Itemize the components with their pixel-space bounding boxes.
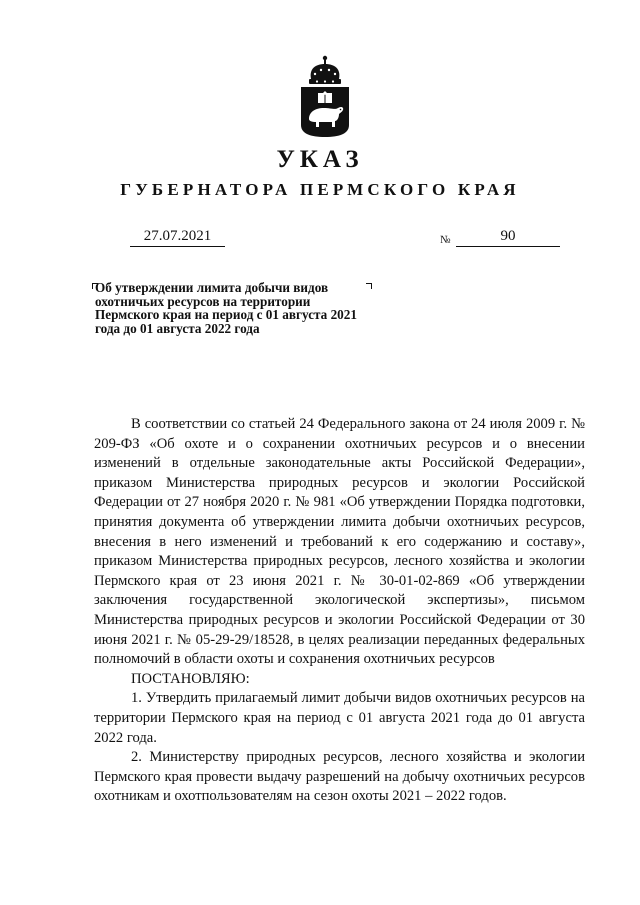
item-1-paragraph: 1. Утвердить прилагаемый лимит добычи видов охотничьих ресурсов на территории Пермского края на период с 01 августа 2021 года до 01 августа 2022 года. xyxy=(94,690,585,746)
perm-krai-coat-of-arms-icon xyxy=(297,55,353,139)
item-2-paragraph: 2. Министерству природных ресурсов, лесного хозяйства и экологии Пермского края провести выдачу разрешений на добычу охотничьих ресурсов охотникам и охотпользователям на сезон охоты 2021 – 2022 годов. xyxy=(94,749,585,805)
preamble-paragraph: В соответствии со статьей 24 Федерального закона от 24 июля 2009 г. № 209-ФЗ «Об охоте и о сохранении охотничьих ресурсов и о внесении изменений в отдельные законодательные акты Российской Федерации», приказом Министерства природных ресурсов и экологии Российской Федерации от 27 ноября 2020 г. № 981 «Об утверждении Порядка подготовки, принятия документа об утверждении лимита добычи охотничьих ресурсов, внесения в него изменений и требований к его содержанию и составу», приказом Министерства природных ресурсов, лесного хозяйства и экологии Пермского края от 23 июня 2021 г. № 30-01-02-869 «Об утверждении заключения государственной экологической экспертизы», письмом Министерства природных ресурсов и экологии Российской Федерации от 30 июня 2021 г. № 05-29-29/18528, в целях реализации переданных федеральных полномочий в области охоты и сохранения охотничьих ресурсов xyxy=(94,416,585,668)
document-subtitle: ГУБЕРНАТОРА ПЕРМСКОГО КРАЯ xyxy=(120,180,520,199)
document-body xyxy=(94,415,585,807)
decree-heading: ПОСТАНОВЛЯЮ: xyxy=(131,670,250,687)
document-date: 27.07.2021 xyxy=(130,228,225,247)
document-subject: Об утверждении лимита добычи видов охотничьих ресурсов на территории Пермского края на период с 01 августа 2021 года до 01 августа 2022 года xyxy=(95,280,357,336)
number-label: № xyxy=(440,234,451,246)
document-number: 90 xyxy=(456,228,560,247)
document-title: УКАЗ xyxy=(276,146,364,173)
